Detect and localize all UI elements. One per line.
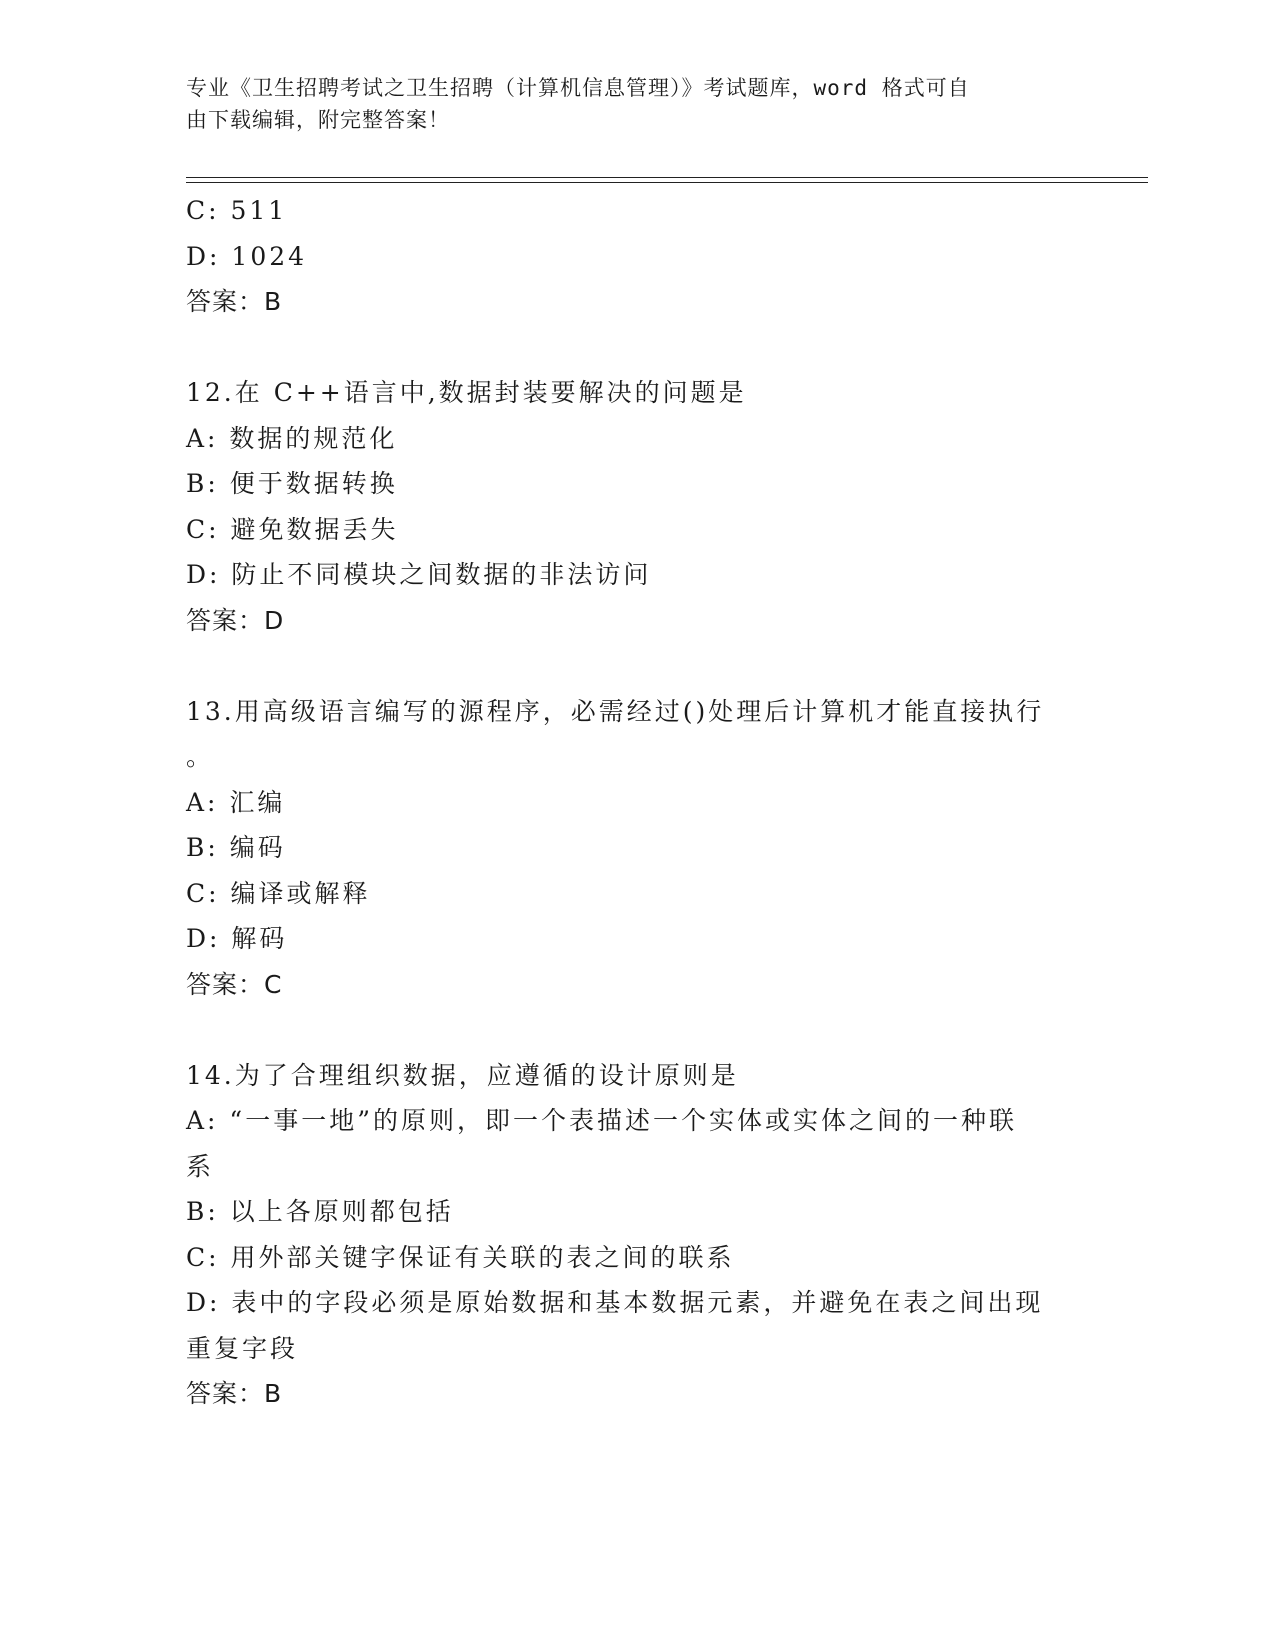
answer: 答案：B — [186, 1379, 283, 1408]
question-text: 12.在 C++语言中,数据封装要解决的问题是 — [186, 378, 747, 407]
header-rule-bottom — [186, 182, 1148, 183]
header-line-1: 专业《卫生招聘考试之卫生招聘（计算机信息管理）》考试题库，word 格式可自 — [186, 76, 970, 100]
option-d: D: 表中的字段必须是原始数据和基本数据元素，并避免在表之间出现 — [186, 1288, 1044, 1317]
option-b: B: 以上各原则都包括 — [186, 1197, 454, 1226]
header-rule-top — [186, 177, 1148, 178]
spacer — [186, 1007, 1086, 1053]
answer: 答案：C — [186, 969, 283, 999]
header-line-2: 由下载编辑，附完整答案！ — [186, 108, 450, 132]
option-a-continued: 系 — [186, 1151, 215, 1181]
question-14 — [186, 1053, 1086, 1417]
option-d: D: 防止不同模块之间数据的非法访问 — [186, 560, 652, 589]
option-a: A: 汇编 — [186, 787, 286, 817]
question-13 — [186, 689, 1086, 1008]
spacer — [186, 643, 1086, 689]
option-d-continued: 重复字段 — [186, 1333, 299, 1363]
option-d: D: 解码 — [186, 924, 288, 953]
option-c: C: 编译或解释 — [186, 878, 371, 908]
option-c: C: 511 — [186, 196, 288, 225]
document-header — [186, 72, 1066, 136]
question-12 — [186, 370, 1086, 643]
answer: 答案：B — [186, 287, 283, 316]
option-c: C: 避免数据丢失 — [186, 514, 399, 544]
question-text: 14.为了合理组织数据，应遵循的设计原则是 — [186, 1060, 739, 1090]
previous-question-tail — [186, 188, 1086, 325]
spacer — [186, 325, 1086, 371]
question-content — [186, 188, 1086, 1417]
option-a: A: “一事一地”的原则，即一个表描述一个实体或实体之间的一种联 — [186, 1106, 1017, 1135]
option-c: C: 用外部关键字保证有关联的表之间的联系 — [186, 1242, 735, 1272]
question-text-continued: 。 — [186, 742, 215, 771]
option-a: A: 数据的规范化 — [186, 423, 398, 453]
option-d: D: 1024 — [186, 241, 308, 271]
question-text: 13.用高级语言编写的源程序，必需经过()处理后计算机才能直接执行 — [186, 696, 1045, 726]
answer: 答案：D — [186, 605, 285, 635]
option-b: B: 便于数据转换 — [186, 469, 398, 498]
option-b: B: 编码 — [186, 833, 286, 862]
